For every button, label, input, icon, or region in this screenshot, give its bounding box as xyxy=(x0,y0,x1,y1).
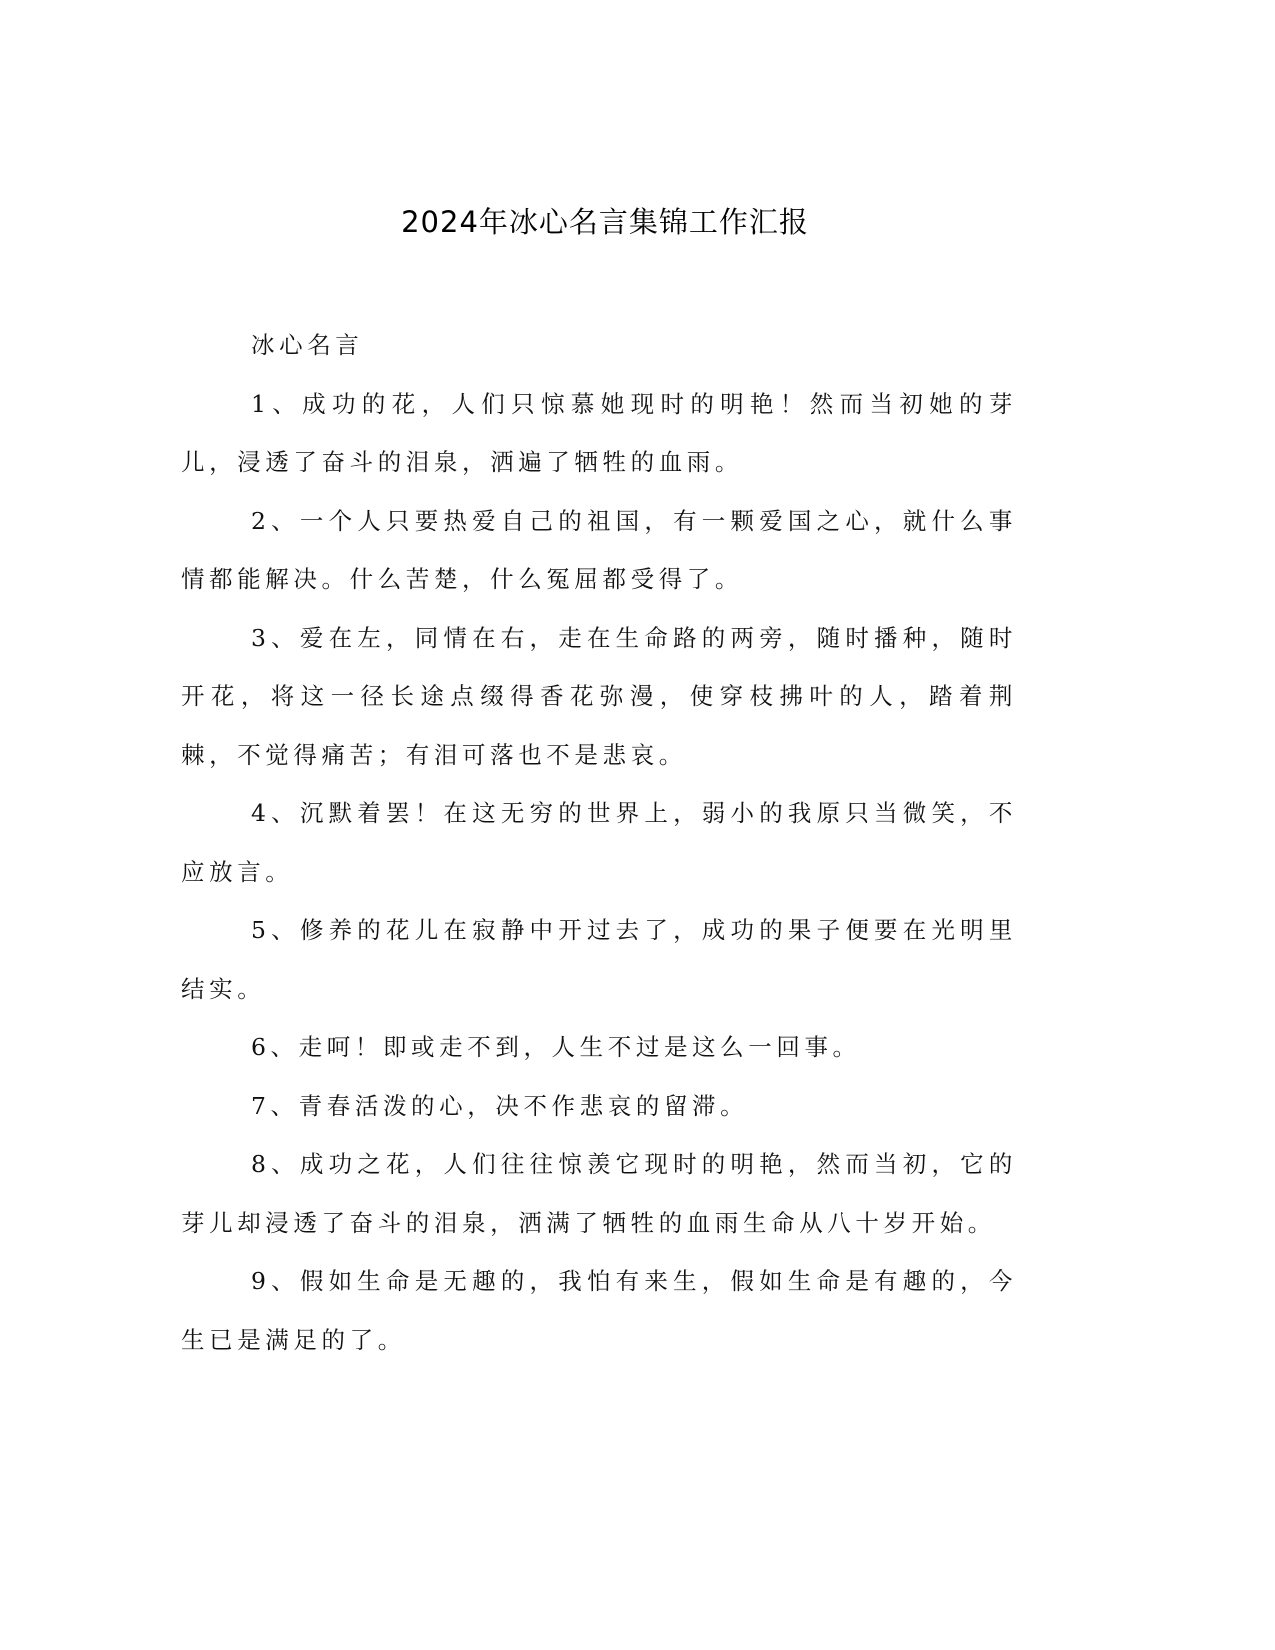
quote-paragraph: 6、走呵！即或走不到，人生不过是这么一回事。 xyxy=(251,1033,861,1061)
document-body xyxy=(181,316,1017,1369)
quote-paragraph: 3、爱在左，同情在右，走在生命路的两旁，随时播种，随时开花，将这一径长途点缀得香花弥漫，使穿枝拂叶的人，踏着荆棘，不觉得痛苦；有泪可落也不是悲哀。 xyxy=(181,623,1017,769)
document-title: 2024年冰心名言集锦工作汇报 xyxy=(401,205,809,239)
quote-paragraph: 2、一个人只要热爱自己的祖国，有一颗爱国之心，就什么事情都能解决。什么苦楚，什么冤屈都受得了。 xyxy=(181,506,1017,593)
quote-paragraph: 5、修养的花儿在寂静中开过去了，成功的果子便要在光明里结实。 xyxy=(181,916,1017,1003)
section-heading: 冰心名言 xyxy=(251,331,364,359)
quote-paragraph: 8、成功之花，人们往往惊羡它现时的明艳，然而当初，它的芽儿却浸透了奋斗的泪泉，洒满了牺牲的血雨生命从八十岁开始。 xyxy=(181,1150,1017,1237)
quote-paragraph: 9、假如生命是无趣的，我怕有来生，假如生命是有趣的，今生已是满足的了。 xyxy=(181,1267,1017,1354)
quote-paragraph: 4、沉默着罢！在这无穷的世界上，弱小的我原只当微笑，不应放言。 xyxy=(181,799,1017,886)
quote-paragraph: 7、青春活泼的心，决不作悲哀的留滞。 xyxy=(251,1091,749,1120)
quote-paragraph: 1、成功的花，人们只惊慕她现时的明艳！然而当初她的芽儿，浸透了奋斗的泪泉，洒遍了牺牲的血雨。 xyxy=(181,389,1017,476)
